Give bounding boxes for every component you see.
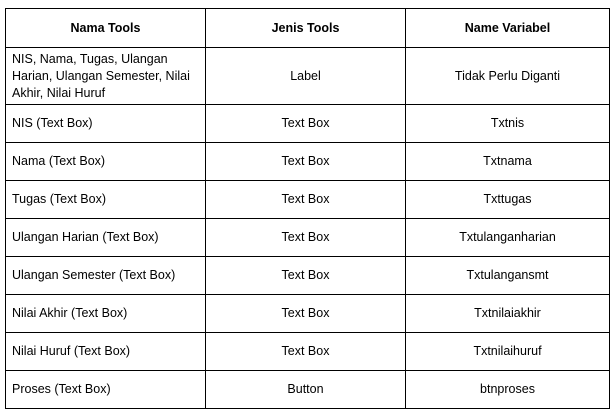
cell-name-variabel: Txttugas [406,181,610,219]
cell-jenis-tools: Text Box [206,257,406,295]
table-row [6,333,610,371]
cell-jenis-tools: Text Box [206,105,406,143]
table-row [6,105,610,143]
cell-jenis-tools: Text Box [206,181,406,219]
cell-jenis-tools: Text Box [206,295,406,333]
cell-name-variabel: Txtnis [406,105,610,143]
cell-nama-tools: Proses (Text Box) [6,371,206,409]
cell-name-variabel: Txtnilaihuruf [406,333,610,371]
table-row [6,48,610,105]
table-row [6,257,610,295]
cell-name-variabel: Txtnama [406,143,610,181]
cell-name-variabel: Txtulangansmt [406,257,610,295]
table-row [6,143,610,181]
cell-name-variabel: Tidak Perlu Diganti [406,48,610,105]
cell-nama-tools: NIS (Text Box) [6,105,206,143]
cell-name-variabel: Txtulanganharian [406,219,610,257]
cell-nama-tools: Ulangan Semester (Text Box) [6,257,206,295]
header-nama-tools: Nama Tools [6,9,206,48]
cell-nama-tools: Nilai Huruf (Text Box) [6,333,206,371]
table-row [6,371,610,409]
table-row [6,295,610,333]
header-name-variabel: Name Variabel [406,9,610,48]
tools-table [5,8,610,409]
cell-jenis-tools: Label [206,48,406,105]
table-row [6,219,610,257]
cell-nama-tools: NIS, Nama, Tugas, Ulangan Harian, Ulangan Semester, Nilai Akhir, Nilai Huruf [6,48,206,105]
cell-nama-tools: Ulangan Harian (Text Box) [6,219,206,257]
cell-nama-tools: Tugas (Text Box) [6,181,206,219]
cell-nama-tools: Nilai Akhir (Text Box) [6,295,206,333]
cell-jenis-tools: Button [206,371,406,409]
header-row [6,9,610,48]
cell-nama-tools: Nama (Text Box) [6,143,206,181]
cell-name-variabel: Txtnilaiakhir [406,295,610,333]
cell-jenis-tools: Text Box [206,219,406,257]
table-row [6,181,610,219]
cell-name-variabel: btnproses [406,371,610,409]
table-body [6,48,610,409]
table-header [6,9,610,48]
header-jenis-tools: Jenis Tools [206,9,406,48]
cell-jenis-tools: Text Box [206,333,406,371]
cell-jenis-tools: Text Box [206,143,406,181]
